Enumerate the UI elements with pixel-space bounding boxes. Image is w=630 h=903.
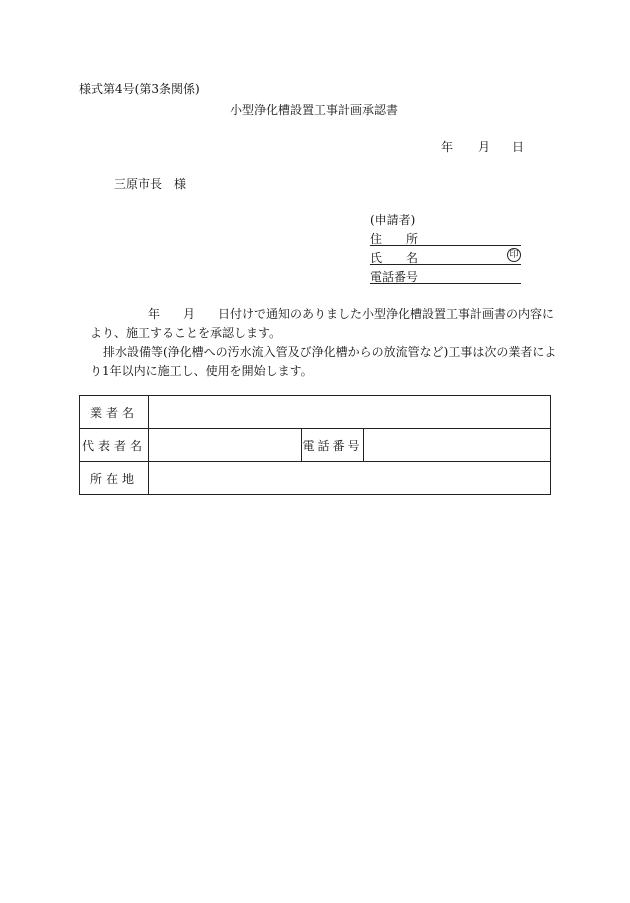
phone-label: 電話番号	[370, 270, 419, 284]
table-phone-value[interactable]	[364, 429, 551, 462]
body-year-label: 年	[148, 307, 161, 321]
form-number: 様式第4号(第3条関係)	[79, 82, 200, 96]
seal-stamp-icon: 印	[507, 248, 521, 262]
applicant-phone-field[interactable]	[370, 267, 521, 284]
contractor-table	[79, 395, 551, 495]
body-line-4: り1年以内に施工し、使用を開始します。	[90, 364, 313, 378]
location-label: 所在地	[80, 462, 149, 495]
date-day-label: 日	[512, 140, 525, 154]
business-name-label: 業者名	[80, 396, 149, 429]
body-line-2: より、施工することを承認します。	[90, 326, 282, 340]
applicant-name-field[interactable]	[370, 248, 521, 265]
applicant-label: (申請者)	[370, 213, 416, 227]
name-label: 氏 名	[370, 251, 419, 265]
address-label: 住 所	[370, 232, 419, 246]
table-row	[80, 396, 551, 429]
table-phone-label: 電話番号	[302, 429, 364, 462]
location-value[interactable]	[149, 462, 551, 495]
business-name-value[interactable]	[149, 396, 551, 429]
representative-label: 代表者名	[80, 429, 149, 462]
body-line-1: 日付けで通知のありました小型浄化槽設置工事計画書の内容に	[218, 307, 555, 321]
applicant-address-field[interactable]	[370, 229, 521, 246]
date-month-label: 月	[478, 140, 491, 154]
table-row	[80, 429, 551, 462]
table-row	[80, 462, 551, 495]
date-year-label: 年	[441, 140, 454, 154]
representative-value[interactable]	[149, 429, 302, 462]
document-title: 小型浄化槽設置工事計画承認書	[230, 103, 399, 117]
addressee: 三原市長 様	[114, 177, 187, 191]
body-line-3: 排水設備等(浄化槽への汚水流入管及び浄化槽からの放流管など)工事は次の業者によ	[103, 345, 557, 359]
body-month-label: 月	[183, 307, 196, 321]
